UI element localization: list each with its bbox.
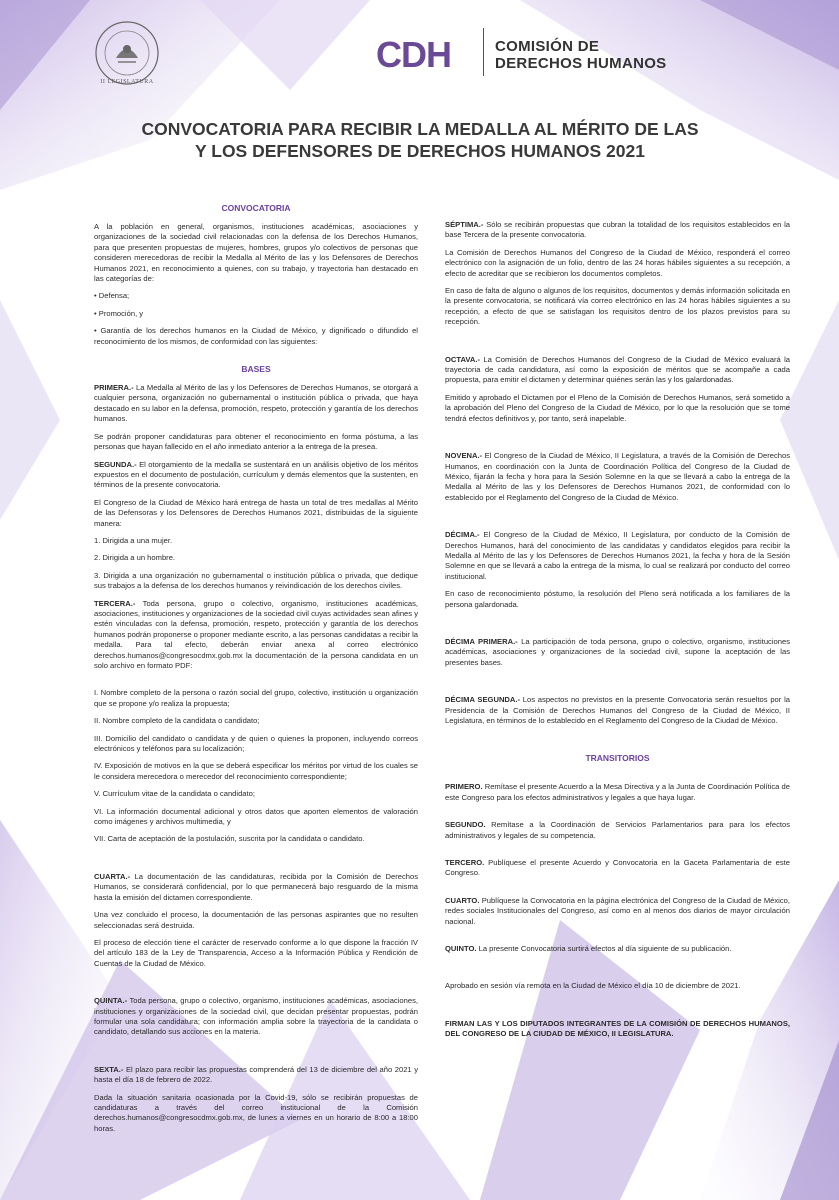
base-sexta (94, 1065, 418, 1086)
transitorio-quinto-text: La presente Convocatoria surtirá efectos al día siguiente de su publicación. (476, 944, 732, 954)
transitorio-quinto (445, 944, 790, 954)
page-title (120, 118, 720, 162)
base-primera-p2: Se podrán proponer candidaturas para obtener el reconocimiento en forma póstuma, a las personas que hayan fallecido en el año inmediato anterior a la entrega de la presea. (94, 431, 418, 452)
base-decima-primera-label: DÉCIMA PRIMERA.- (445, 636, 518, 646)
base-sexta-p2: Dada la situación sanitaria ocasionada por la Covid-19, sólo se recibirán propuestas de candidaturas a través del correo institucional de la Comisión derechos.humanos@congresocdmx.gob.mx, de lunes a viernes en un horario de 8:00 a 18:00 horas. (94, 1092, 418, 1133)
transitorio-primero-text: Remítase el presente Acuerdo a la Mesa Directiva y a la Junta de Coordinación Política de este Congreso para los efectos administrativos y legales a que haya lugar. (445, 782, 790, 802)
base-decima-segunda-label: DÉCIMA SEGUNDA.- (445, 695, 521, 705)
base-quinta-text: Toda persona, grupo o colectivo, organismo, instituciones académicas, asociaciones, instituciones y organizaciones de la sociedad civil, que decidan presentar propuestas, podrán formular una sola candidatura; con información amplia sobre la trayectoria de la candidata o candidato, detallando sus acciones en la materia. (94, 996, 418, 1037)
base-cuarta-p2: Una vez concluido el proceso, la documentación de las personas aspirantes que no resulten seleccionadas será destruida. (94, 910, 418, 930)
base-decima-primera (445, 637, 790, 668)
requirement-item: II. Nombre completo de la candidata o candidato; (94, 716, 260, 726)
transitorio-segundo-text: Remítase a la Coordinación de Servicios Parlamentarios para para los efectos administrativos y legales de su competencia. (445, 820, 790, 840)
base-novena (445, 451, 790, 503)
org-name-line1: COMISIÓN DE (495, 38, 600, 55)
base-septima-text: Sólo se recibirán propuestas que cubran la totalidad de los requisitos establecidos en la base Tercera de la presente convocatoria. (445, 220, 790, 240)
title-line-2: Y LOS DEFENSORES DE DERECHOS HUMANOS 2021 (195, 141, 645, 161)
base-segunda-text: El otorgamiento de la medalla se sustentará en un análisis objetivo de los méritos expuestos en el documento de postulación, currículum y demás elementos que la sustenten, en términos de la presente convocatoria. (94, 459, 418, 490)
base-novena-label: NOVENA.- (445, 451, 483, 461)
transitorio-cuarto-label: CUARTO. (445, 895, 480, 905)
base-septima-p2: La Comisión de Derechos Humanos del Congreso de la Ciudad de México, responderá el correo electrónico con la asignación de un folio, dentro de las 24 horas hábiles siguientes a su recepción, a efecto de acreditar que se recibieron los documentos completos. (445, 247, 790, 278)
requirement-item: I. Nombre completo de la persona o razón social del grupo, colectivo, institución u organización que se propone y/o realiza la propuesta; (94, 688, 418, 708)
approval-statement: Aprobado en sesión vía remota en la Ciudad de México el día 10 de diciembre de 2021. (445, 981, 741, 991)
transitorio-segundo (445, 820, 790, 841)
base-cuarta (94, 872, 418, 903)
base-octava-text: La Comisión de Derechos Humanos del Congreso de la Ciudad de México evaluará la trayectoria de cada candidatura, así como la exposición de méritos que se acompañe a cada propuesta, para emitir el dictamen y determinar quiénes serán las y los galardonadas. (445, 354, 790, 385)
requirement-item: VII. Carta de aceptación de la postulación, suscrita por la candidata o candidato. (94, 834, 365, 844)
base-decima-label: DÉCIMA.- (445, 530, 480, 540)
base-primera-label: PRIMERA.- (94, 383, 134, 393)
requirement-item: VI. La información documental adicional y otros datos que aporten elementos de valoración como imágenes y archivos multimedia, y (94, 806, 418, 827)
requirement-item: III. Domicilio del candidato o candidata y de quien o quienes la proponen, incluyendo correos electrónicos y teléfonos para su localización; (94, 733, 418, 754)
left-column (94, 203, 418, 1141)
base-sexta-label: SEXTA.- (94, 1064, 124, 1074)
base-sexta-text: El plazo para recibir las propuestas comprenderá del 13 de diciembre del año 2021 y hasta el día 18 de febrero de 2022. (94, 1064, 418, 1085)
base-segunda-label: SEGUNDA.- (94, 459, 137, 469)
base-cuarta-p3: El proceso de elección tiene el carácter de reservado conforme a lo que dispone la fracción IV del artículo 183 de la Ley de Transparencia, Acceso a la Información Pública y Rendición de Cuentas de la Ciudad de México. (94, 937, 418, 968)
signature-statement: FIRMAN LAS Y LOS DIPUTADOS INTEGRANTES DE LA COMISIÓN DE DERECHOS HUMANOS, DEL CONGRESO DE LA CIUDAD DE MÉXICO, II LEGISLATURA. (445, 1018, 790, 1039)
base-decima (445, 530, 790, 582)
base-quinta (94, 996, 418, 1038)
right-column (445, 220, 790, 1047)
org-name-line2: DERECHOS HUMANOS (495, 55, 667, 72)
base-primera-text: La Medalla al Mérito de las y los Defensores de Derechos Humanos, se otorgará a cualquier persona, organización no gubernamental o institución pública o privada, que haya destacado en su labor en la defensa, promoción, respeto, protección y garantía de los derechos humanos. (94, 383, 418, 424)
category-defensa: • Defensa; (94, 291, 130, 301)
transitorio-tercero (445, 858, 790, 879)
transitorio-cuarto-text: Publíquese la Convocatoria en la página electrónica del Congreso de la Ciudad de México, redes sociales Institucionales del Congreso, así como en al menos dos diarios de mayor circulación nacional. (445, 895, 790, 926)
base-decima-segunda (445, 695, 790, 726)
transitorio-tercero-label: TERCERO. (445, 858, 485, 868)
base-octava (445, 355, 790, 386)
transitorio-quinto-label: QUINTO. (445, 944, 477, 954)
logo-divider (483, 28, 484, 76)
transitorio-primero-label: PRIMERO. (445, 782, 483, 792)
transitorio-tercero-text: Publíquese el presente Acuerdo y Convocatoria en la Gaceta Parlamentaria de este Congreso. (445, 858, 790, 878)
base-decima-p2: En caso de reconocimiento póstumo, la resolución del Pleno será notificada a los familiares de la persona galardonada. (445, 589, 790, 609)
distribution-item: 3. Dirigida a una organización no gubernamental o institución pública o privada, que dedique sus trabajos a la defensa de los derechos humanos y reivindicación de los derechos civiles. (94, 570, 418, 591)
base-septima-label: SÉPTIMA.- (445, 220, 484, 229)
bases-heading: BASES (241, 364, 271, 375)
category-promocion: • Promoción, y (94, 308, 144, 318)
cdh-logo: CDH (376, 34, 451, 75)
transitorios-heading: TRANSITORIOS (585, 753, 650, 764)
base-quinta-label: QUINTA.- (94, 996, 128, 1006)
distribution-item: 2. Dirigida a un hombre. (94, 553, 176, 563)
base-segunda-p2: El Congreso de la Ciudad de México hará entrega de hasta un total de tres medallas al Mérito de las Defensoras y los Defensores de Derechos Humanos 2021, distribuidas de la siguiente manera: (94, 497, 418, 528)
title-line-1: CONVOCATORIA PARA RECIBIR LA MEDALLA AL MÉRITO DE LAS (141, 119, 699, 139)
base-decima-primera-text: La participación de toda persona, grupo o colectivo, organismo, instituciones académicas, asociaciones y organizaciones de la sociedad civil, supone la aceptación de las presentes bases. (445, 636, 791, 667)
congress-seal-icon (92, 18, 162, 88)
base-novena-text: El Congreso de la Ciudad de México, II Legislatura, a través de la Comisión de Derechos Humanos, en coordinación con la Junta de Coordinación Política del Congreso de la Ciudad de México, fijarán la fecha y hora para la Sesión Solemne en la que se llevará a cabo la entrega de la Medalla al Mérito de las y los Defensores de Derechos Humanos 2021, de conformidad con lo establecido por el Reglamento del Congreso de la Ciudad de México. (445, 451, 790, 502)
contact-email-link[interactable]: derechos.humanos@congresocdmx.gob.mx (94, 650, 243, 660)
transitorio-segundo-label: SEGUNDO. (445, 820, 486, 830)
convocatoria-heading: CONVOCATORIA (221, 203, 291, 213)
base-octava-label: OCTAVA.- (445, 354, 481, 364)
base-cuarta-label: CUARTA.- (94, 871, 131, 881)
transitorio-primero (445, 782, 790, 803)
requirement-item: IV. Exposición de motivos en la que se deberá especificar los méritos por virtud de los cuales se le considera merecedora o merecedor del reconocimiento correspondiente; (94, 761, 418, 781)
base-segunda (94, 460, 418, 491)
requirement-item: V. Currículum vitae de la candidata o candidato; (94, 789, 255, 799)
intro-paragraph: A la población en general, organismos, instituciones académicas, asociaciones y organizaciones de la sociedad civil relacionadas con la defensa de los Derechos Humanos, para que presenten propuestas de mujeres, hombres, grupos y/o colectivos de personas que consideren merecedoras de recibir la Medalla al Mérito de las y los Defensores de Derechos Humanos 2021, en reconocimiento a quienes, con su trabajo, y trayectoria han destacado en las categorías de: (94, 222, 418, 284)
base-primera (94, 383, 418, 425)
base-septima (445, 220, 790, 241)
base-tercera-label: TERCERA.- (94, 598, 136, 608)
base-cuarta-text: La documentación de las candidaturas, recibida por la Comisión de Derechos Humanos, se considerará confidencial, por lo que permanecerá bajo resguardo de la misma hasta la emisión del dictamen correspondiente. (94, 871, 418, 902)
base-decima-segunda-text: Los aspectos no previstos en la presente Convocatoria serán resueltos por la Presidencia de la Comisión de Derechos Humanos del Congreso de la Ciudad de México, II Legislatura, en términos de lo establecido en el Reglamento del Congreso de la Ciudad de México. (445, 695, 790, 725)
base-decima-text: El Congreso de la Ciudad de México, II Legislatura, por conducto de la Comisión de Derechos Humanos, hará del conocimiento de las candidatas y candidatos elegidos para recibir la Medalla al Mérito de las y los Defensores de Derechos Humanos 2021, la fecha y hora de la Sesión Solemne en que se llevará a cabo la entrega de la misma, lo cual se realizará por conducto del correo institucional. (445, 530, 790, 581)
base-octava-p2: Emitido y aprobado el Dictamen por el Pleno de la Comisión de Derechos Humanos, será sometido a la aprobación del Pleno del Congreso de la Ciudad de México, por lo que la resolución que se tome tendrá efectos definitivos y, por tanto, será inapelable. (445, 392, 790, 423)
seal-subtitle: II LEGISLATURA (100, 79, 154, 85)
distribution-item: 1. Dirigida a una mujer. (94, 535, 173, 545)
base-septima-p3: En caso de falta de alguno o algunos de los requisitos, documentos y demás información solicitada en la presente convocatoria, se notificará vía correo electrónico en las 24 horas hábiles siguientes a su recepción, a efecto de que se satisfagan los requisitos dentro de los plazos previstos para su recepción. (445, 286, 790, 327)
base-tercera-tail: la documentación de la persona candidata en un solo archivo en formato PDF: (94, 650, 418, 670)
base-tercera (94, 599, 418, 672)
category-garantia: • Garantía de los derechos humanos en la Ciudad de México, y dignificado o difundido el reconocimiento de los mismos, de conformidad con las siguientes: (94, 326, 418, 346)
transitorio-cuarto (445, 896, 790, 927)
base-tercera-text: Toda persona, grupo o colectivo, organismo, instituciones académicas, asociaciones, instituciones y organizaciones de la sociedad civil cuyas actividades sean afines y estén vinculadas con la defensa, promoción, respeto, protección y garantía de los derechos humanos podrán proponerse o proponer mediante escrito, a las personas candidatas a recibir la medalla. Para tal efecto, deberán enviar anexa al correo electrónico (94, 598, 418, 650)
